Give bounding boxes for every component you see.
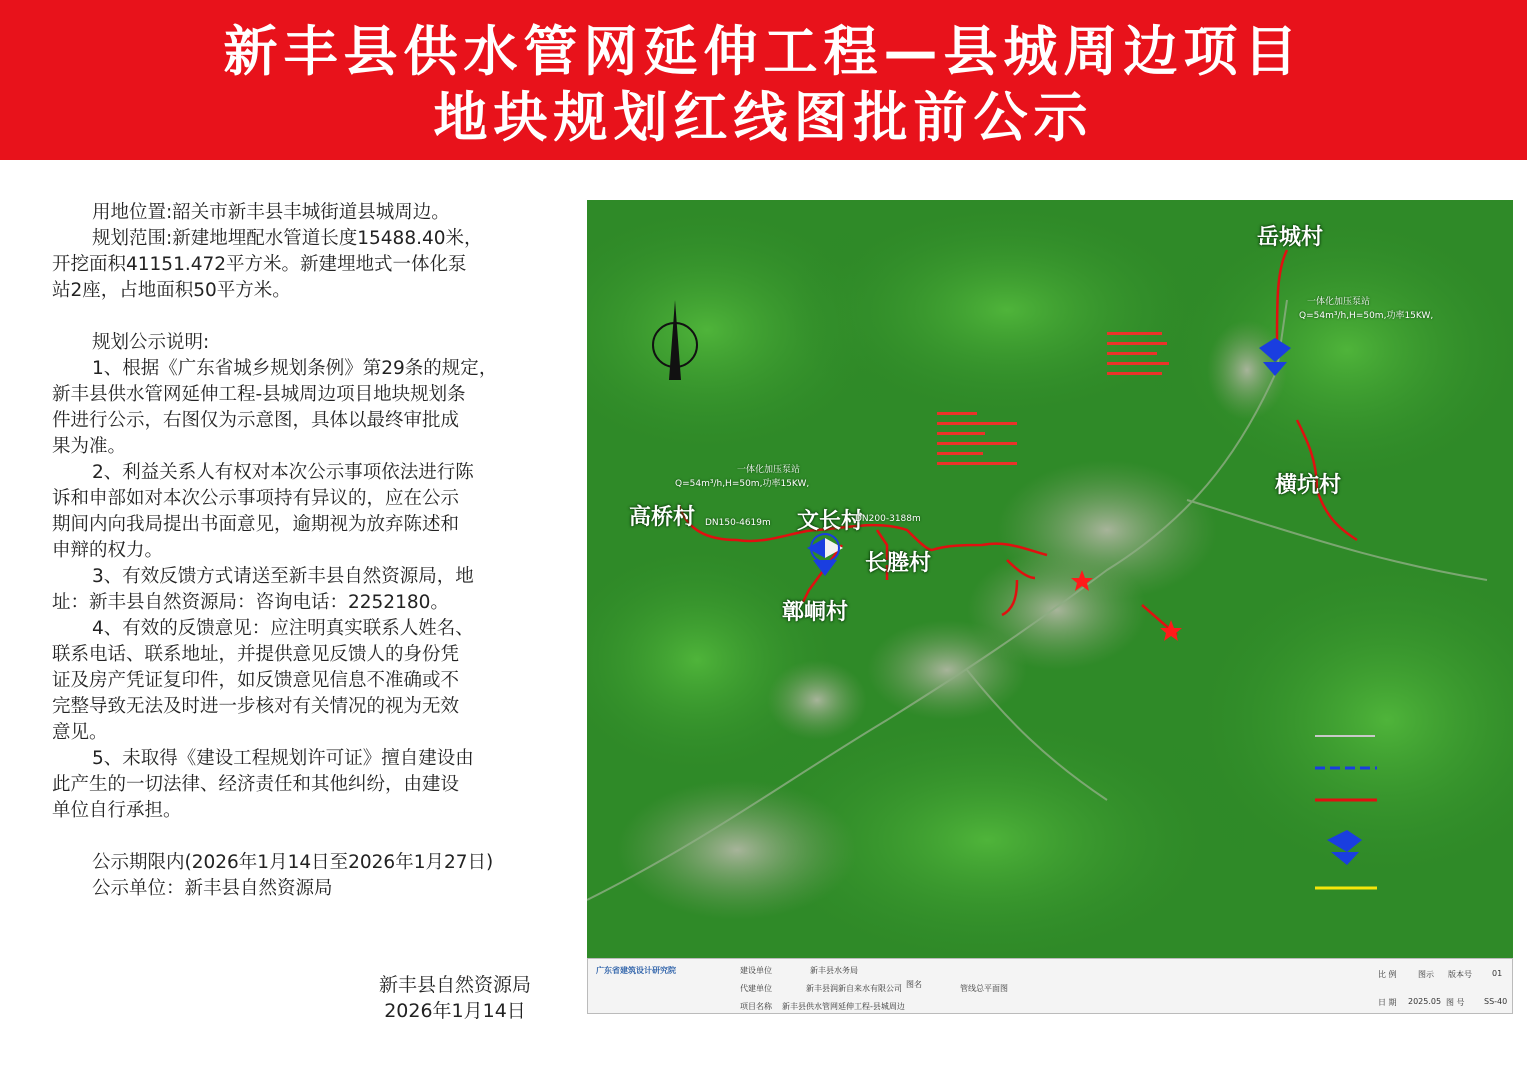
note5-line2: 此产生的一切法律、经济责任和其他纠纷，由建设 [52, 774, 460, 795]
note4-line4: 完整导致无法及时进一步核对有关情况的视为无效 [52, 696, 460, 717]
signature-block [340, 972, 570, 1024]
location-text: 用地位置:韶关市新丰县丰城街道县城周边。 [92, 202, 450, 223]
tb-drawing-label: 图名 [906, 980, 922, 989]
note4-line3: 证及房产凭证复印件，如反馈意见信息不准确或不 [52, 670, 460, 691]
note2-line3: 期间内向我局提出书面意见，逾期视为放弃陈述和 [52, 514, 460, 535]
note4-line2: 联系电话、联系地址，并提供意见反馈人的身份凭 [52, 644, 460, 665]
title-line-1: 新丰县供水管网延伸工程—县城周边项目 [223, 20, 1304, 83]
label-changping: 长塍村 [865, 551, 932, 576]
note4-line1: 4、有效的反馈意见：应注明真实联系人姓名、 [92, 618, 474, 639]
scope-line-3: 站2座，占地面积50平方米。 [52, 280, 291, 301]
pump-east-label-1: 一体化加压泵站 [1307, 297, 1371, 307]
note2-line1: 2、利益关系人有权对本次公示事项依法进行陈 [92, 462, 474, 483]
tb-date: 2025.05 [1408, 997, 1442, 1006]
tb-build-unit: 新丰县水务局 [810, 966, 858, 975]
notes-title: 规划公示说明: [92, 332, 210, 353]
tb-agent-label: 代建单位 [740, 984, 772, 993]
note2-line2: 诉和申部如对本次公示事项持有异议的，应在公示 [52, 488, 460, 509]
signature-date: 2026年1月14日 [384, 1000, 526, 1022]
tb-build-unit-label: 建设单位 [740, 966, 772, 975]
tb-agent: 新丰县润新自来水有限公司 [806, 984, 902, 993]
pump-east-label-2: Q=54m³/h,H=50m,功率15KW, [1299, 311, 1434, 321]
tb-fig-label: 图 号 [1446, 998, 1465, 1007]
title-line-2: 地块规划红线图批前公示 [433, 86, 1094, 149]
label-gaoqiao: 高桥村 [629, 505, 696, 530]
header-banner [0, 0, 1527, 160]
tb-project-label: 项目名称 [740, 1002, 772, 1011]
label-henggeng: 横坑村 [1275, 473, 1342, 498]
scope-line-2: 开挖面积41151.472平方米。新建埋地式一体化泵 [52, 254, 467, 275]
note4-line5: 意见。 [52, 722, 108, 743]
note1-line2: 新丰县供水管网延伸工程-县城周边项目地块规划条 [52, 384, 466, 405]
tb-fig: SS-40 [1484, 997, 1508, 1006]
period-text: 公示期限内(2026年1月14日至2026年1月27日) [92, 852, 494, 873]
drawing-title-block [587, 958, 1513, 1014]
unit-text: 公示单位：新丰县自然资源局 [92, 878, 333, 899]
tb-project: 新丰县供水管网延伸工程-县城周边 [782, 1002, 905, 1011]
note1-line1: 1、根据《广东省城乡规划条例》第29条的规定， [92, 358, 498, 379]
pump-west-label-2: Q=54m³/h,H=50m,功率15KW, [675, 479, 810, 489]
note1-line4: 果为准。 [52, 436, 127, 457]
tb-version-label: 版本号 [1448, 970, 1472, 979]
note2-line4: 申辩的权力。 [52, 540, 164, 561]
note5-line3: 单位自行承担。 [52, 800, 182, 821]
tb-version: 01 [1492, 969, 1503, 978]
signature-org: 新丰县自然资源局 [378, 974, 531, 996]
satellite-map [587, 200, 1513, 960]
notice-text [52, 200, 567, 902]
pipe-label-dn150: DN150-4619m [705, 518, 771, 528]
pipe-label-dn200: DN200-3188m [855, 514, 921, 524]
scope-line-1: 规划范围:新建地埋配水管道长度15488.40米， [92, 228, 483, 249]
note1-line3: 件进行公示，右图仅为示意图，具体以最终审批成 [52, 410, 460, 431]
tb-date-label: 日 期 [1378, 998, 1397, 1007]
note3-line1: 3、有效反馈方式请送至新丰县自然资源局，地 [92, 566, 474, 587]
label-wenzhang: 文长村 [797, 509, 864, 534]
tb-drawing: 管线总平面图 [960, 984, 1008, 993]
label-yuecheng: 岳城村 [1257, 225, 1324, 250]
note5-line1: 5、未取得《建设工程规划许可证》擅自建设由 [92, 748, 474, 769]
pump-west-label-1: 一体化加压泵站 [737, 465, 801, 475]
label-yingtong: 鄣峒村 [782, 600, 849, 625]
tb-sheet-label: 图示 [1418, 970, 1434, 979]
tb-scale-label: 比 例 [1378, 970, 1397, 979]
note3-line2: 址：新丰县自然资源局：咨询电话：2252180。 [52, 592, 449, 613]
tb-company: 广东省建筑设计研究院 [596, 966, 676, 975]
